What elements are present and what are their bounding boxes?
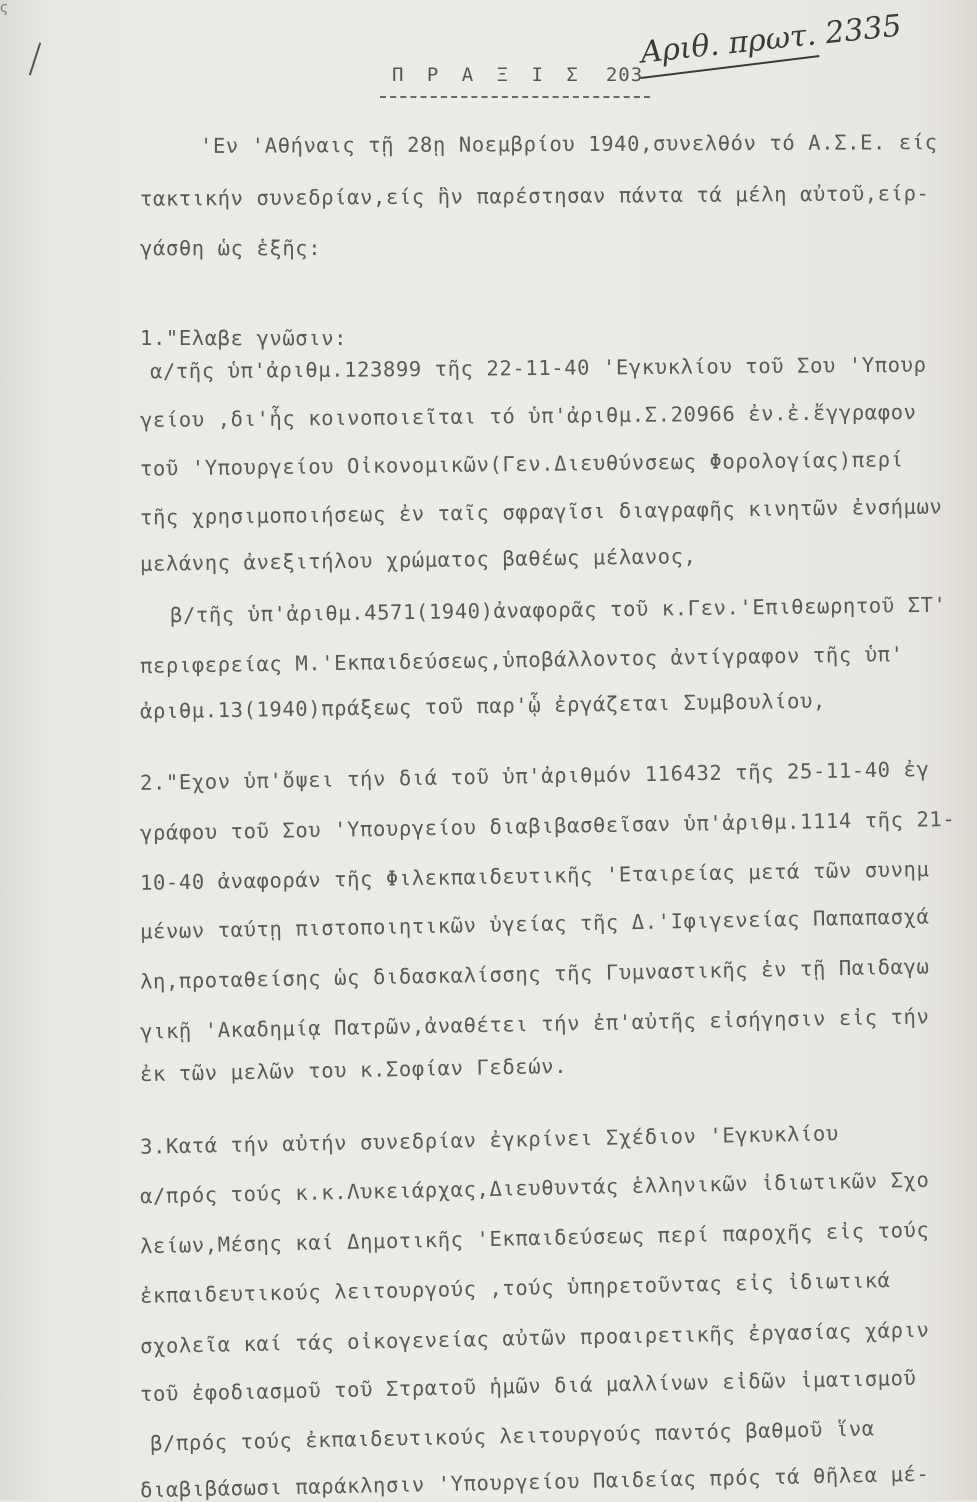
- text-line: 10-40 ἀναφοράν τῆς Φιλεκπαιδευτικῆς 'Εταιρείας μετά τῶν συνημ: [139, 857, 930, 895]
- text-line: α/πρός τούς κ.κ.Λυκειάρχας,Διευθυντάς ἑλληνικῶν ἰδιωτικῶν Σχο: [139, 1167, 930, 1209]
- text-line: τῆς χρησιμοποιήσεως ἐν ταῖς σφραγῖσι διαγραφῆς κινητῶν ἐνσήμων: [139, 494, 943, 530]
- text-line: ἐκπαιδευτικούς λειτουργούς ,τούς ὑπηρετοῦντας εἰς ἰδιωτικά: [139, 1268, 891, 1308]
- text-line: τακτικήν συνεδρίαν,είς ἣν παρέστησαν πάντα τά μέλη αὐτοῦ,είρ-: [139, 181, 930, 211]
- heading-number: 203: [605, 64, 644, 86]
- margin-pen-mark: [29, 43, 41, 76]
- text-line: 2."Εχον ὑπ'ὄψει τήν διά τοῦ ὑπ'ἀριθμόν 116432 τῆς 25-11-40 ἐγ: [139, 757, 930, 795]
- text-line: γείου ,δι'ἧς κοινοποιεῖται τό ὑπ'ἀριθμ.Σ.20966 ἐν.ἐ.ἔγγραφον: [139, 399, 917, 433]
- heading-rule: [380, 96, 650, 98]
- text-line: τοῦ ἐφοδιασμοῦ τοῦ Στρατοῦ ἡμῶν διά μαλλίνων εἰδῶν ἱματισμοῦ: [139, 1365, 917, 1407]
- text-line: 1."Ελαβε γνῶσιν:: [140, 326, 348, 350]
- text-line: 3.Κατά τήν αὐτήν συνεδρίαν ἐγκρίνει Σχέδιον 'Εγκυκλίου: [139, 1121, 840, 1159]
- text-line: β/τῆς ὑπ'ἀριθμ.4571(1940)ἀναφορᾶς τοῦ κ.Γεν.'Επιθεωρητοῦ ΣΤ': [169, 592, 947, 628]
- heading-title: Π Ρ Α Ξ Ι Σ: [392, 64, 584, 86]
- corner-mark: ς: [0, 0, 9, 16]
- text-line: περιφερείας Μ.'Εκπαιδεύσεως,ὑποβάλλοντος ἀντίγραφον τῆς ὑπ': [139, 642, 904, 678]
- text-line: β/πρός τούς ἐκπαιδευτικούς λειτουργούς παντός βαθμοῦ ἵνα: [149, 1416, 875, 1456]
- text-line: λη,προταθείσης ὡς διδασκαλίσσης τῆς Γυμναστικῆς ἐν τῇ Παιδαγω: [139, 954, 930, 994]
- text-line: ἐκ τῶν μελῶν του κ.Σοφίαν Γεδεών.: [139, 1053, 568, 1087]
- text-line: ἀριθμ.13(1940)πράξεως τοῦ παρ'ᾧ ἐργάζεται Συμβουλίου,: [139, 688, 827, 724]
- text-line: γικῇ 'Ακαδημίᾳ Πατρῶν,ἀναθέτει τήν ἐπ'αὐτῆς εἰσήγησιν εἰς τήν: [139, 1004, 930, 1044]
- text-line: μένων ταύτῃ πιστοποιητικῶν ὑγείας τῆς Δ.'Ιφιγενείας Παπαπασχά: [139, 904, 930, 944]
- text-line: μελάνης ἀνεξιτήλου χρώματος βαθέως μέλανος,: [139, 544, 697, 576]
- handwritten-protocol-number: Αριθ. πρωτ. 2335: [638, 8, 904, 71]
- text-line: γράφου τοῦ Σου 'Υπουργείου διαβιβασθεῖσαν ὑπ'ἀριθμ.1114 τῆς 21-: [139, 806, 956, 846]
- text-line: γάσθη ὡς ἑξῆς:: [140, 236, 322, 260]
- text-line: διαβιβάσωσι παράκλησιν 'Υπουργείου Παιδείας πρός τά θῆλεα μέ-: [139, 1461, 930, 1502]
- document-heading: [392, 64, 643, 86]
- text-line: α/τῆς ὑπ'ἀριθμ.123899 τῆς 22-11-40 'Εγκυκλίου τοῦ Σου 'Υπουρ: [149, 352, 927, 384]
- text-line: 'Εν 'Αθήναις τῇ 28ῃ Νοεμβρίου 1940,συνελθόν τό Α.Σ.Ε. είς: [199, 130, 938, 158]
- text-line: σχολεῖα καί τάς οἰκογενείας αὐτῶν προαιρετικῆς ἐργασίας χάριν: [139, 1317, 930, 1359]
- text-line: λείων,Μέσης καί Δημοτικῆς 'Εκπαιδεύσεως περί παροχῆς εἰς τούς: [139, 1217, 930, 1259]
- text-line: τοῦ 'Υπουργείου Οἰκονομικῶν(Γεν.Διευθύνσεως Φορολογίας)περί: [139, 447, 904, 481]
